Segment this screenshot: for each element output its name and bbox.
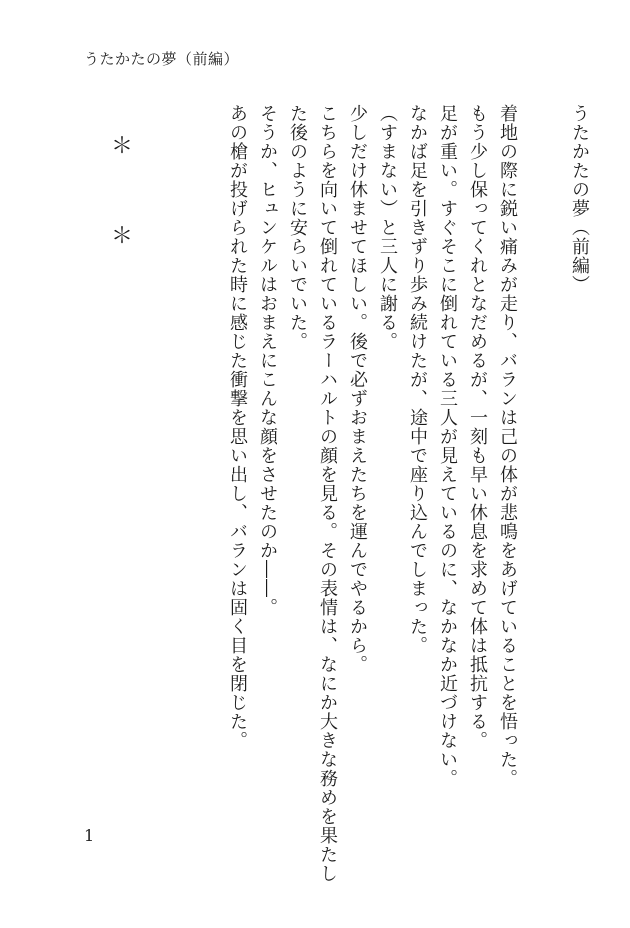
vertical-text-block bbox=[222, 84, 594, 884]
separator-asterisk: ＊ bbox=[111, 224, 134, 249]
separator-asterisk: ＊ bbox=[111, 134, 134, 159]
paragraph: 少しだけ休ませてほしい。後で必ずおまえたちを運んでやるから。 bbox=[347, 104, 368, 674]
running-header: うたかたの夢（前編） bbox=[84, 50, 240, 68]
paragraph: もう少し保ってくれとなだめるが、一刻も早い休息を求めて体は抵抗する。 bbox=[467, 104, 488, 750]
paragraph: 着地の際に鋭い痛みが走り、バランは己の体が悲鳴をあげていることを悟った。 bbox=[497, 104, 518, 788]
blank-column bbox=[522, 84, 552, 85]
paragraph: こちらを向いて倒れているラーハルトの顔を見る。その表情は、なにか大きな務めを果たした後のように安らいでいた。 bbox=[287, 104, 338, 883]
chapter-title: うたかたの夢（前編） bbox=[569, 104, 590, 294]
page-number: 1 bbox=[84, 826, 95, 845]
paragraph: なかば足を引きずり歩み続けたが、途中で座り込んでしまった。 bbox=[407, 104, 428, 655]
paragraph: （すまない）と三人に謝る。 bbox=[377, 104, 398, 351]
paragraph: そうか、ヒュンケルはおまえにこんな顔をさせたのか――。 bbox=[257, 104, 278, 617]
scene-separator bbox=[111, 136, 133, 316]
paragraph: 足が重い。すぐそこに倒れている三人が見えているのに、なかなか近づけない。 bbox=[437, 104, 458, 788]
paragraph: あの槍が投げられた時に感じた衝撃を思い出し、バランは固く目を閉じた。 bbox=[227, 104, 248, 750]
